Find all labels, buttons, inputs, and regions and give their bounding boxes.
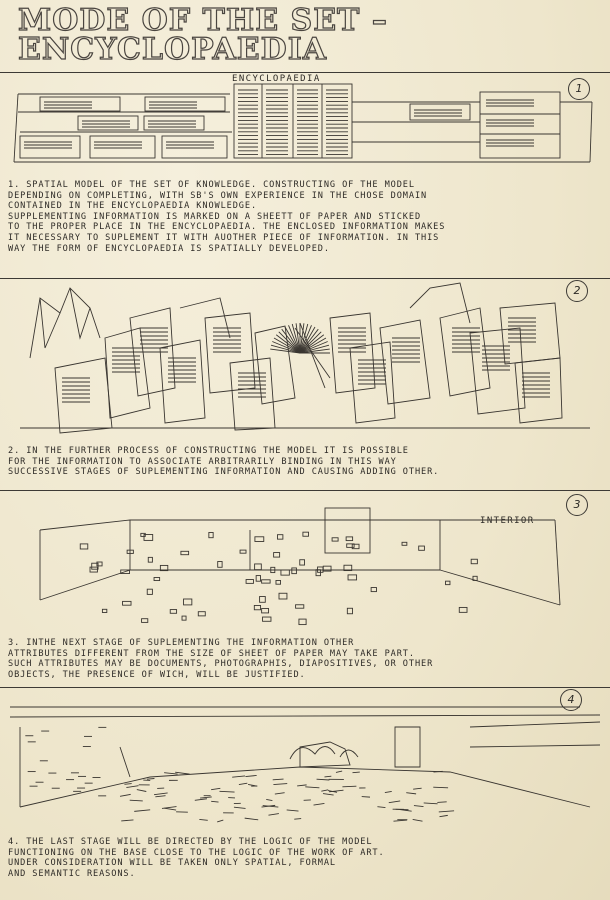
page-title (18, 3, 578, 67)
caption-line: 2. IN THE FURTHER PROCESS OF CONSTRUCTING THE MODEL IT IS POSSIBLE (8, 446, 409, 456)
panel-2-caption (8, 446, 608, 478)
ground-hatching (25, 727, 454, 822)
title-line-2: ENCYCLOPAEDIA (18, 32, 328, 67)
title-line-1: MODE OF THE SET – (18, 3, 388, 38)
panel-4-caption (8, 837, 608, 879)
caption-line: UNDER CONSIDERATION WILL BE TAKEN ONLY SPATIAL, FORMAL (8, 858, 336, 869)
caption-line: 1. SPATIAL MODEL OF THE SET OF KNOWLEDGE. CONSTRUCTING OF THE MODEL (8, 180, 415, 190)
caption-line: DEPENDING ON COMPLETING, WITH SB'S OWN EXPERIENCE IN THE CHOSE DOMAIN (8, 190, 428, 201)
unfolding-pages-sketch (0, 278, 610, 438)
panel-1 (0, 72, 610, 278)
caption-line: SUPPLEMENTING INFORMATION IS MARKED ON A SHEETT OF PAPER AND STICKED (8, 211, 422, 222)
panel-1-caption (8, 180, 608, 254)
page-text-lines (62, 318, 550, 402)
panel-3-caption (8, 638, 608, 680)
panel-number: 2 (566, 280, 588, 302)
caption-line: SUCCESSIVE STAGES OF SUPLEMENTING INFORMATION AND CAUSING ADDING OTHER. (8, 467, 440, 478)
caption-line: FUNCTIONING ON THE BASE CLOSE TO THE LOGIC OF THE WORK OF ART. (8, 847, 385, 858)
caption-line: AND SEMANTIC REASONS. (8, 868, 136, 879)
interior-label: INTERIOR (480, 516, 535, 526)
landscape-stage-sketch (0, 687, 610, 832)
caption-line: OBJECTS, THE PRESENCE OF WICH, WILL BE JUSTIFIED. (8, 669, 306, 680)
caption-line: WAY THE FORM OF ENCYCLOPAEDIA IS SPATIALLY DEVELOPED. (8, 243, 330, 254)
caption-line: IT NECESSARY TO SUPLEMENT IT WITH AUOTHER PIECE OF INFORMATION. IN THIS (8, 232, 440, 243)
panel-number: 3 (566, 494, 588, 516)
caption-line: FOR THE INFORMATION TO ASSOCIATE ARBITRARILY BINDING IN THIS WAY (8, 456, 397, 467)
floor-objects (80, 532, 477, 624)
caption-line: ATTRIBUTES DIFFERENT FROM THE SIZE OF SHEET OF PAPER MAY TAKE PART. (8, 648, 415, 659)
caption-line: 4. THE LAST STAGE WILL BE DIRECTED BY THE LOGIC OF THE MODEL (8, 837, 373, 847)
panel-number: 4 (560, 689, 582, 711)
caption-line: TO THE PROPER PLACE IN THE ENCYCLOPAEDIA. THE ENCLOSED INFORMATION MAKES (8, 222, 446, 233)
encyclopaedia-shelf-sketch (0, 72, 610, 180)
caption-line: 3. INTHE NEXT STAGE OF SUPLEMENTING THE INFORMATION OTHER (8, 638, 355, 648)
interior-room-sketch (0, 490, 610, 630)
caption-line: SUCH ATTRIBUTES MAY BE DOCUMENTS, PHOTOGRAPHIS, DIAPOSITIVES, OR OTHER (8, 659, 434, 670)
caption-line: CONTAINED IN THE ENCYCLOPAEDIA KNOWLEDGE. (8, 201, 258, 212)
panel-number: 1 (568, 78, 590, 100)
panel-3 (0, 490, 610, 687)
panel-4 (0, 687, 610, 900)
encyclopaedia-label: ENCYCLOPAEDIA (232, 74, 321, 84)
panel-2 (0, 278, 610, 490)
